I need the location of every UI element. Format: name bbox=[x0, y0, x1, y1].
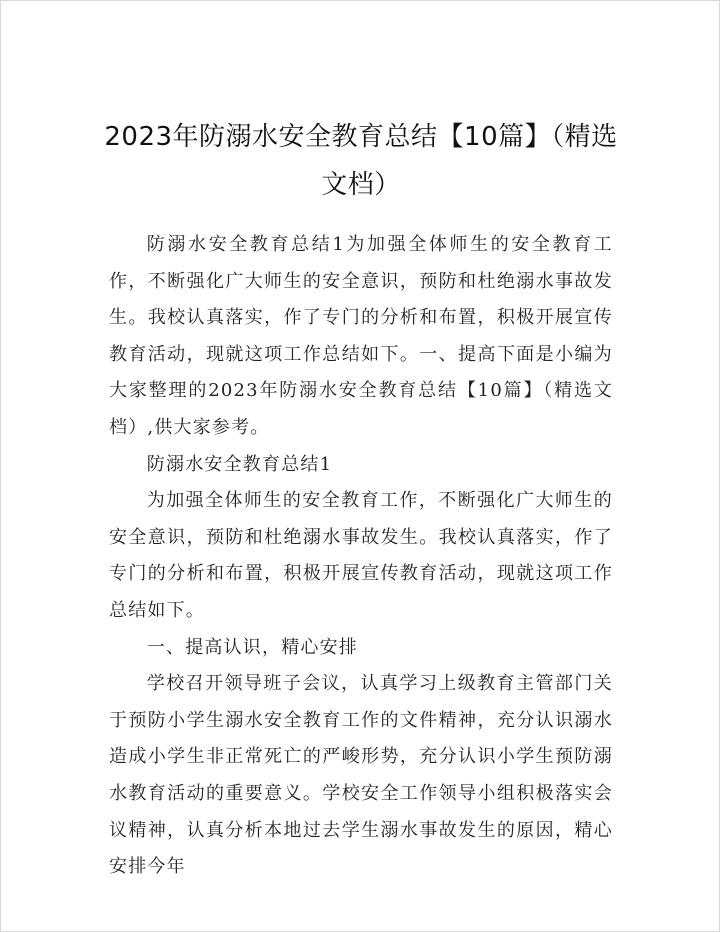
subsection-heading: 一、提高认识，精心安排 bbox=[146, 636, 358, 658]
body-paragraph: 学校召开领导班子会议，认真学习上级教育主管部门关于预防小学生溺水安全教育工作的文件精神，充分认识溺水造成小学生非正常死亡的严峻形势，充分认识小学生预防溺水教育活动的重要意义。学校安全工作领导小组积极落实会议精神，认真分析本地过去学生溺水事故发生的原因，精心安排今年 bbox=[109, 673, 613, 878]
section-heading: 防溺水安全教育总结1 bbox=[146, 453, 333, 475]
document-title: 2023年防溺水安全教育总结【10篇】（精选文档） bbox=[104, 122, 618, 200]
document-body bbox=[109, 227, 613, 886]
body-paragraph: 为加强全体师生的安全教育工作，不断强化广大师生的安全意识，预防和杜绝溺水事故发生。我校认真落实，作了专门的分析和布置，积极开展宣传教育活动，现就这项工作总结如下。 bbox=[109, 490, 613, 621]
intro-paragraph: 防溺水安全教育总结1为加强全体师生的安全教育工作，不断强化广大师生的安全意识，预防和杜绝溺水事故发生。我校认真落实，作了专门的分析和布置，积极开展宣传教育活动，现就这项工作总结如下。一、提高下面是小编为大家整理的2023年防溺水安全教育总结【10篇】（精选文档）,供大家参考。 bbox=[109, 234, 613, 438]
